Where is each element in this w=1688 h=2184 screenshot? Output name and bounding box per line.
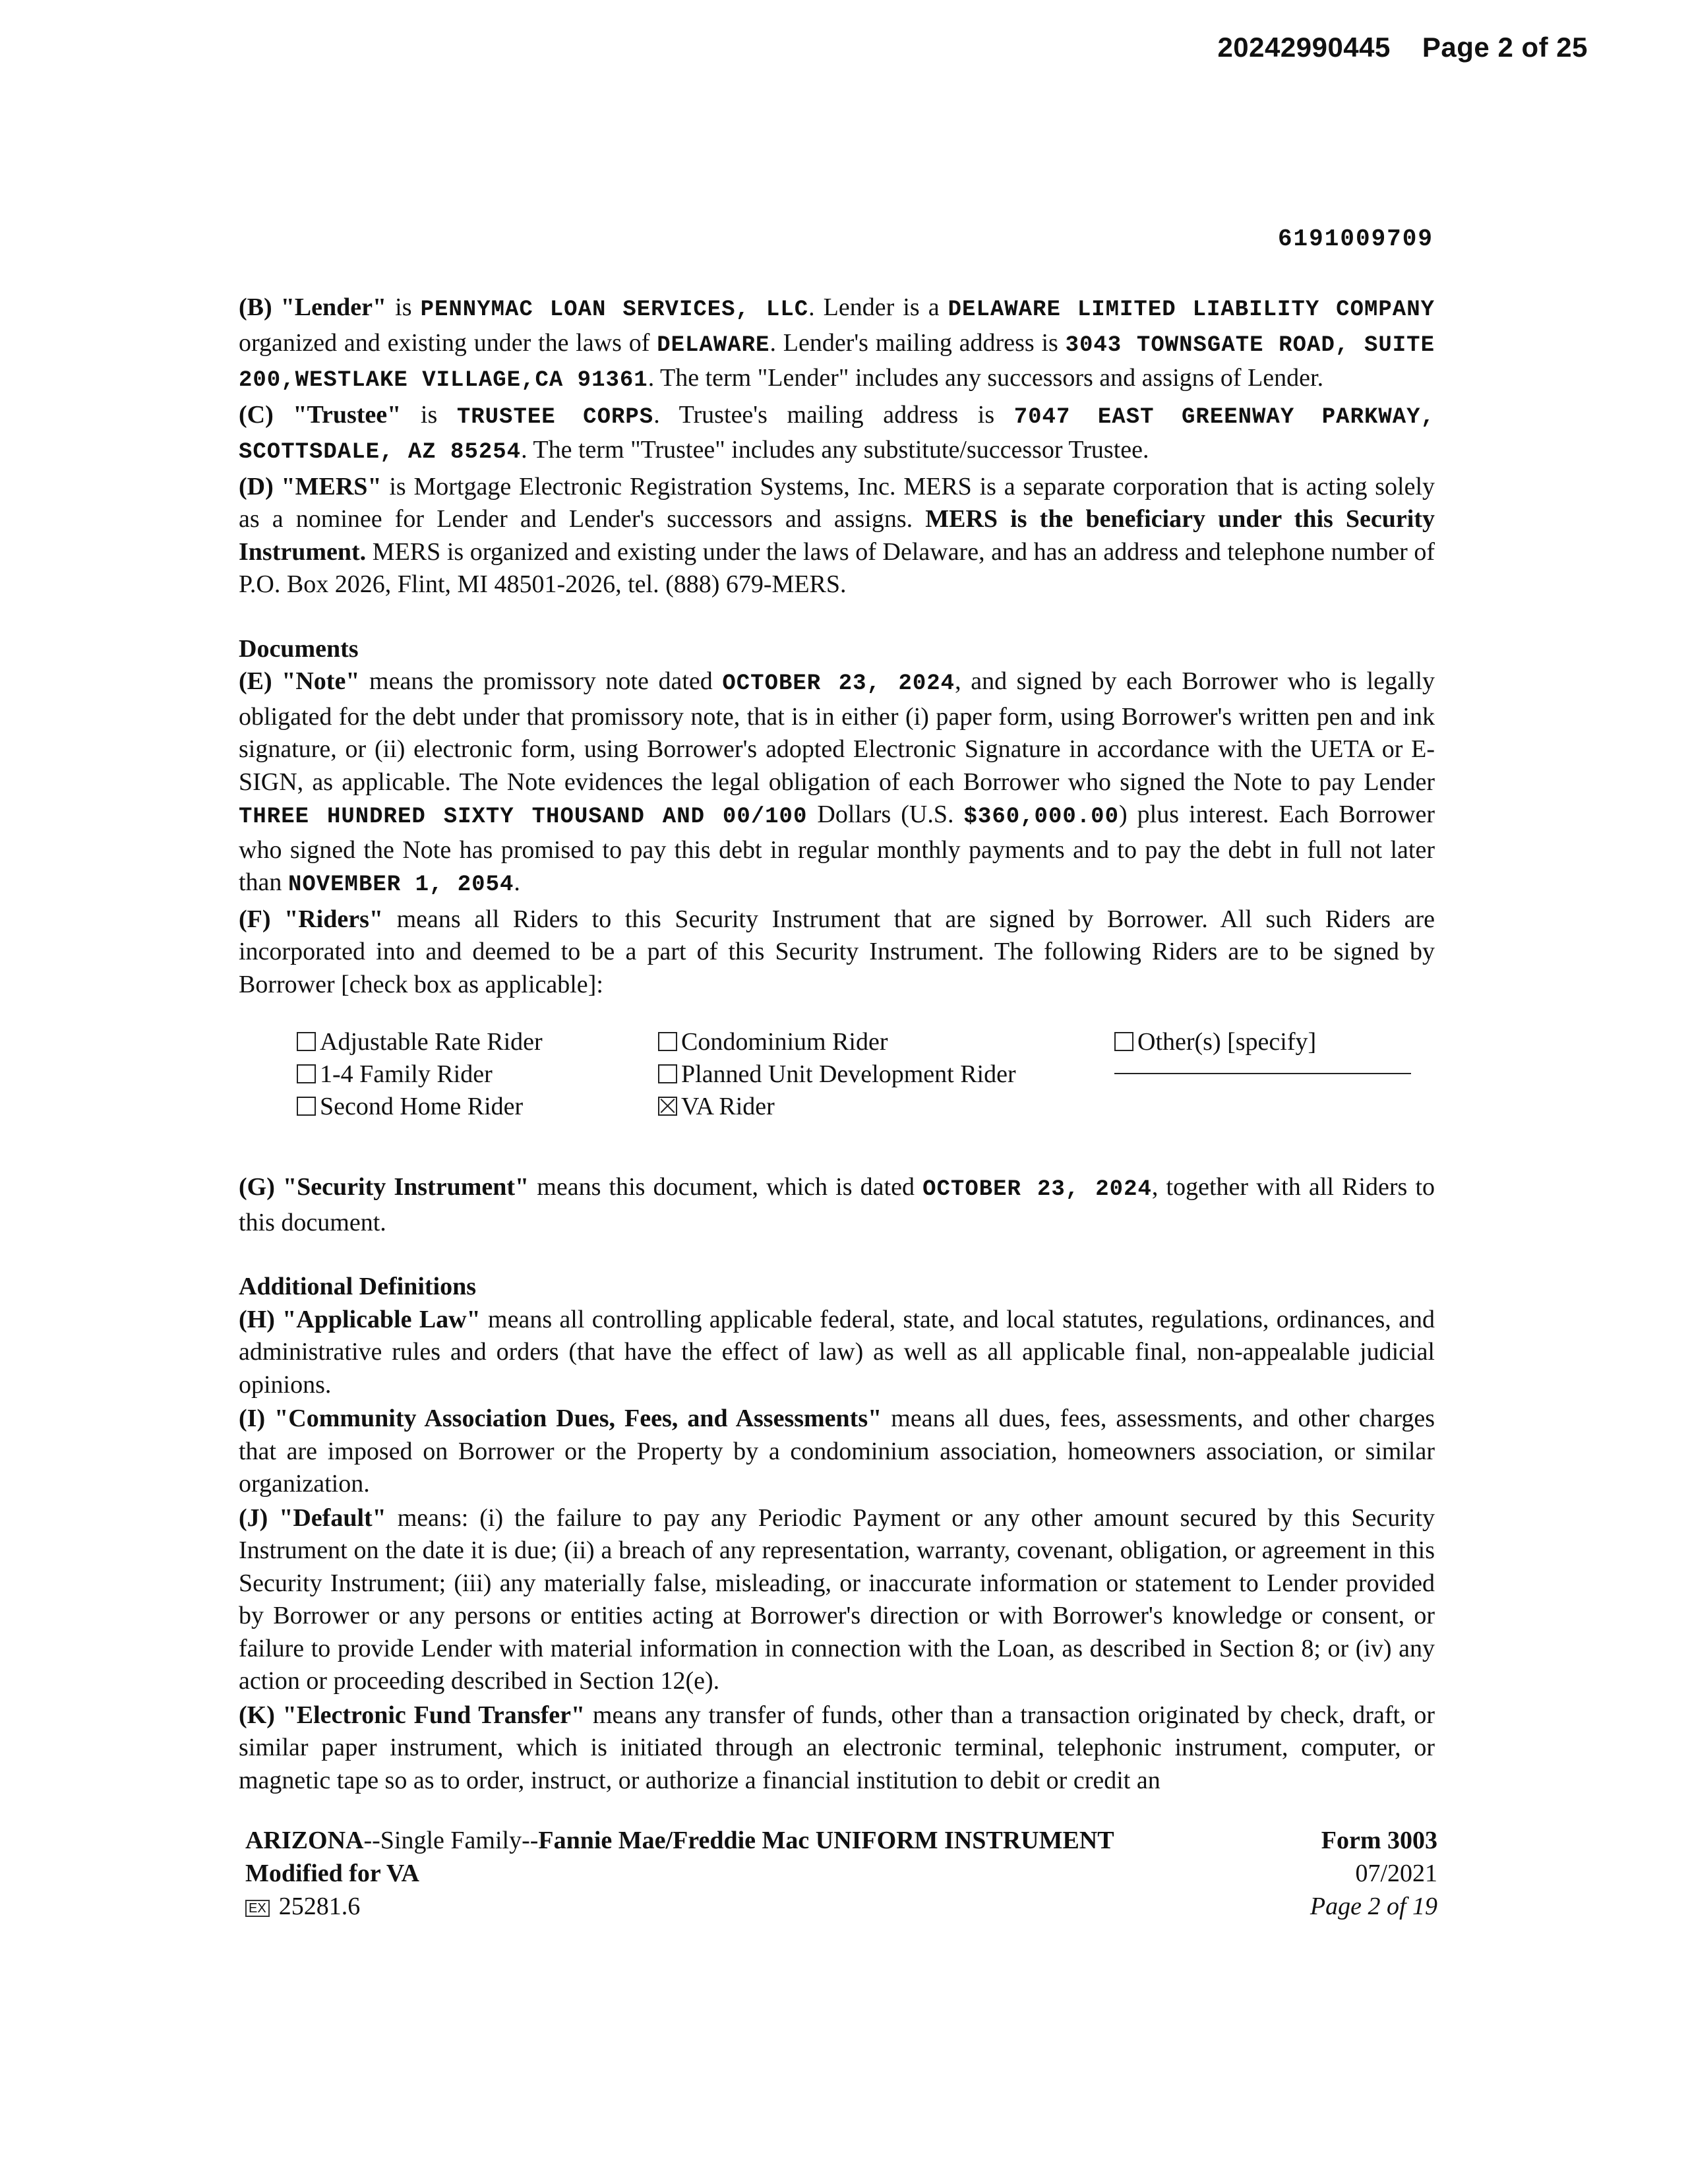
- rider-condominium[interactable]: Condominium Rider: [658, 1026, 1016, 1058]
- checkbox-unchecked-icon[interactable]: [297, 1097, 316, 1116]
- definition-community-association-dues: (I) "Community Association Dues, Fees, and Assessments" means all dues, fees, assessments, and other charges that are imposed on Borrower or the Property by a condominium association, homeowners association, or similar organization.: [239, 1405, 1435, 1498]
- riders-column-2: [658, 1026, 1016, 1123]
- trustee-name: TRUSTEE CORPS: [456, 404, 654, 430]
- definition-security-instrument: (G) "Security Instrument" means this document, which is dated OCTOBER 23, 2024, together with all Riders to this document.: [239, 1173, 1435, 1236]
- checkbox-unchecked-icon[interactable]: [297, 1064, 316, 1083]
- definition-mers: (D) "MERS" is Mortgage Electronic Registration Systems, Inc. MERS is a separate corporation that is acting solely as a nominee for Lender and Lender's successors and assigns. MERS is the beneficiary under this Security Instrument. MERS is organized and existing under the laws of Delaware, and has an address and telephone number of P.O. Box 2026, Flint, MI 48501-2026, tel. (888) 679-MERS.: [239, 472, 1435, 598]
- definition-default: (J) "Default" means: (i) the failure to pay any Periodic Payment or any other amount secured by this Security Instrument on the date it is due; (ii) a breach of any representation, warranty, covenant, obligation, or agreement in this Security Instrument; (iii) any materially false, misleading, or inaccurate information or statement to Lender provided by Borrower or any persons or entities acting at Borrower's direction or with Borrower's knowledge or consent, or failure to provide Lender with material information in connection with the Loan, as described in Section 8; or (iv) any action or proceeding described in Section 12(e).: [239, 1503, 1435, 1695]
- footer-page-number: Page 2 of 19: [1310, 1893, 1437, 1920]
- footer-code: 25281.6: [278, 1893, 361, 1920]
- definition-electronic-fund-transfer: (K) "Electronic Fund Transfer" means any transfer of funds, other than a transaction originated by check, draft, or similar paper instrument, which is initiated through an electronic terminal, telephonic instrument, computer, or magnetic tape so as to order, instruct, or authorize a financial institution to debit or credit an: [239, 1701, 1435, 1794]
- rider-other[interactable]: Other(s) [specify]: [1114, 1026, 1411, 1058]
- definition-note: (E) "Note" means the promissory note dated OCTOBER 23, 2024, and signed by each Borrower who is legally obligated for the debt under that promissory note, that is in either (i) paper form, using Borrower's written pen and ink signature, or (ii) electronic form, using Borrower's adopted Electronic Signature in accordance with the UETA or E-SIGN, as applicable. The Note evidences the legal obligation of each Borrower who signed the Note to pay Lender THREE HUNDRED SIXTY THOUSAND AND 00/100 Dollars (U.S. $360,000.00) plus interest. Each Borrower who signed the Note has promised to pay this debt in regular monthly payments and to pay the debt in full not later than NOVEMBER 1, 2054.: [239, 667, 1435, 897]
- footer-form-date: 07/2021: [1355, 1860, 1437, 1887]
- security-instrument-date: OCTOBER 23, 2024: [922, 1177, 1152, 1202]
- footer-modified: Modified for VA: [245, 1860, 419, 1887]
- definition-lender: (B) "Lender" is PENNYMAC LOAN SERVICES, LLC. Lender is a DELAWARE LIMITED LIABILITY COMPANY organized and existing under the laws of DELAWARE. Lender's mailing address is 3043 TOWNSGATE ROAD, SUITE 200,WESTLAKE VILLAGE,CA 91361. The term "Lender" includes any successors and assigns of Lender.: [239, 293, 1435, 393]
- documents-heading: Documents: [239, 634, 359, 663]
- checkbox-checked-icon[interactable]: [658, 1097, 677, 1116]
- note-date: OCTOBER 23, 2024: [722, 671, 955, 696]
- footer-state: ARIZONA: [245, 1827, 364, 1854]
- checkbox-unchecked-icon[interactable]: [658, 1064, 677, 1083]
- rider-adjustable-rate[interactable]: Adjustable Rate Rider: [297, 1026, 543, 1058]
- ex-icon: EX: [245, 1900, 270, 1917]
- rider-planned-unit-development[interactable]: Planned Unit Development Rider: [658, 1058, 1016, 1091]
- additional-definitions-heading: Additional Definitions: [239, 1273, 477, 1300]
- footer-instrument: Fannie Mae/Freddie Mac UNIFORM INSTRUMENT: [538, 1827, 1114, 1854]
- lender-org-type: DELAWARE LIMITED LIABILITY COMPANY: [948, 297, 1435, 322]
- riders-checklist: [239, 1026, 1435, 1145]
- recording-number: 20242990445: [1217, 32, 1391, 63]
- lender-name: PENNYMAC LOAN SERVICES, LLC: [420, 297, 809, 322]
- rider-second-home[interactable]: Second Home Rider: [297, 1091, 543, 1123]
- lender-address: 3043 TOWNSGATE ROAD, SUITE 200,WESTLAKE VILLAGE,CA 91361: [239, 332, 1435, 393]
- definition-applicable-law: (H) "Applicable Law" means all controlling applicable federal, state, and local statutes, regulations, ordinances, and administrative rules and orders (that have the effect of law) as well as all applicable final, non-appealable judicial opinions.: [239, 1305, 1435, 1399]
- recording-header: [1217, 32, 1588, 63]
- footer-form-title: ARIZONA--Single Family--Fannie Mae/Freddie Mac UNIFORM INSTRUMENT Modified for VA EX 25281.6: [245, 1827, 1114, 1920]
- note-maturity-date: NOVEMBER 1, 2054: [287, 872, 514, 897]
- footer-form-number: Form 3003: [1321, 1827, 1437, 1854]
- checkbox-unchecked-icon[interactable]: [297, 1032, 316, 1051]
- lender-state: DELAWARE: [657, 332, 770, 358]
- definition-riders: (F) "Riders" means all Riders to this Security Instrument that are signed by Borrower. All such Riders are incorporated into and deemed to be a part of this Security Instrument. The following Riders are to be signed by Borrower [check box as applicable]:: [239, 905, 1435, 998]
- footer-form-info: [1310, 1824, 1437, 1923]
- riders-column-3: [1114, 1026, 1411, 1074]
- definition-trustee: (C) "Trustee" is TRUSTEE CORPS. Trustee's mailing address is 7047 EAST GREENWAY PARKWAY, SCOTTSDALE, AZ 85254. The term "Trustee" includes any substitute/successor Trustee.: [239, 400, 1435, 465]
- loan-number: 6191009709: [1277, 226, 1433, 253]
- note-amount-words: THREE HUNDRED SIXTY THOUSAND AND 00/100: [239, 804, 808, 830]
- other-specify-line[interactable]: [1114, 1058, 1411, 1074]
- note-amount: $360,000.00: [963, 804, 1119, 830]
- recording-page-info: Page 2 of 25: [1422, 32, 1588, 63]
- document-body: [239, 291, 1435, 1798]
- rider-va[interactable]: VA Rider: [658, 1091, 1016, 1123]
- trustee-address: 7047 EAST GREENWAY PARKWAY, SCOTTSDALE, AZ 85254: [239, 404, 1435, 465]
- checkbox-unchecked-icon[interactable]: [658, 1032, 677, 1051]
- rider-1-4-family[interactable]: 1-4 Family Rider: [297, 1058, 543, 1091]
- riders-column-1: [297, 1026, 543, 1123]
- checkbox-unchecked-icon[interactable]: [1114, 1032, 1133, 1051]
